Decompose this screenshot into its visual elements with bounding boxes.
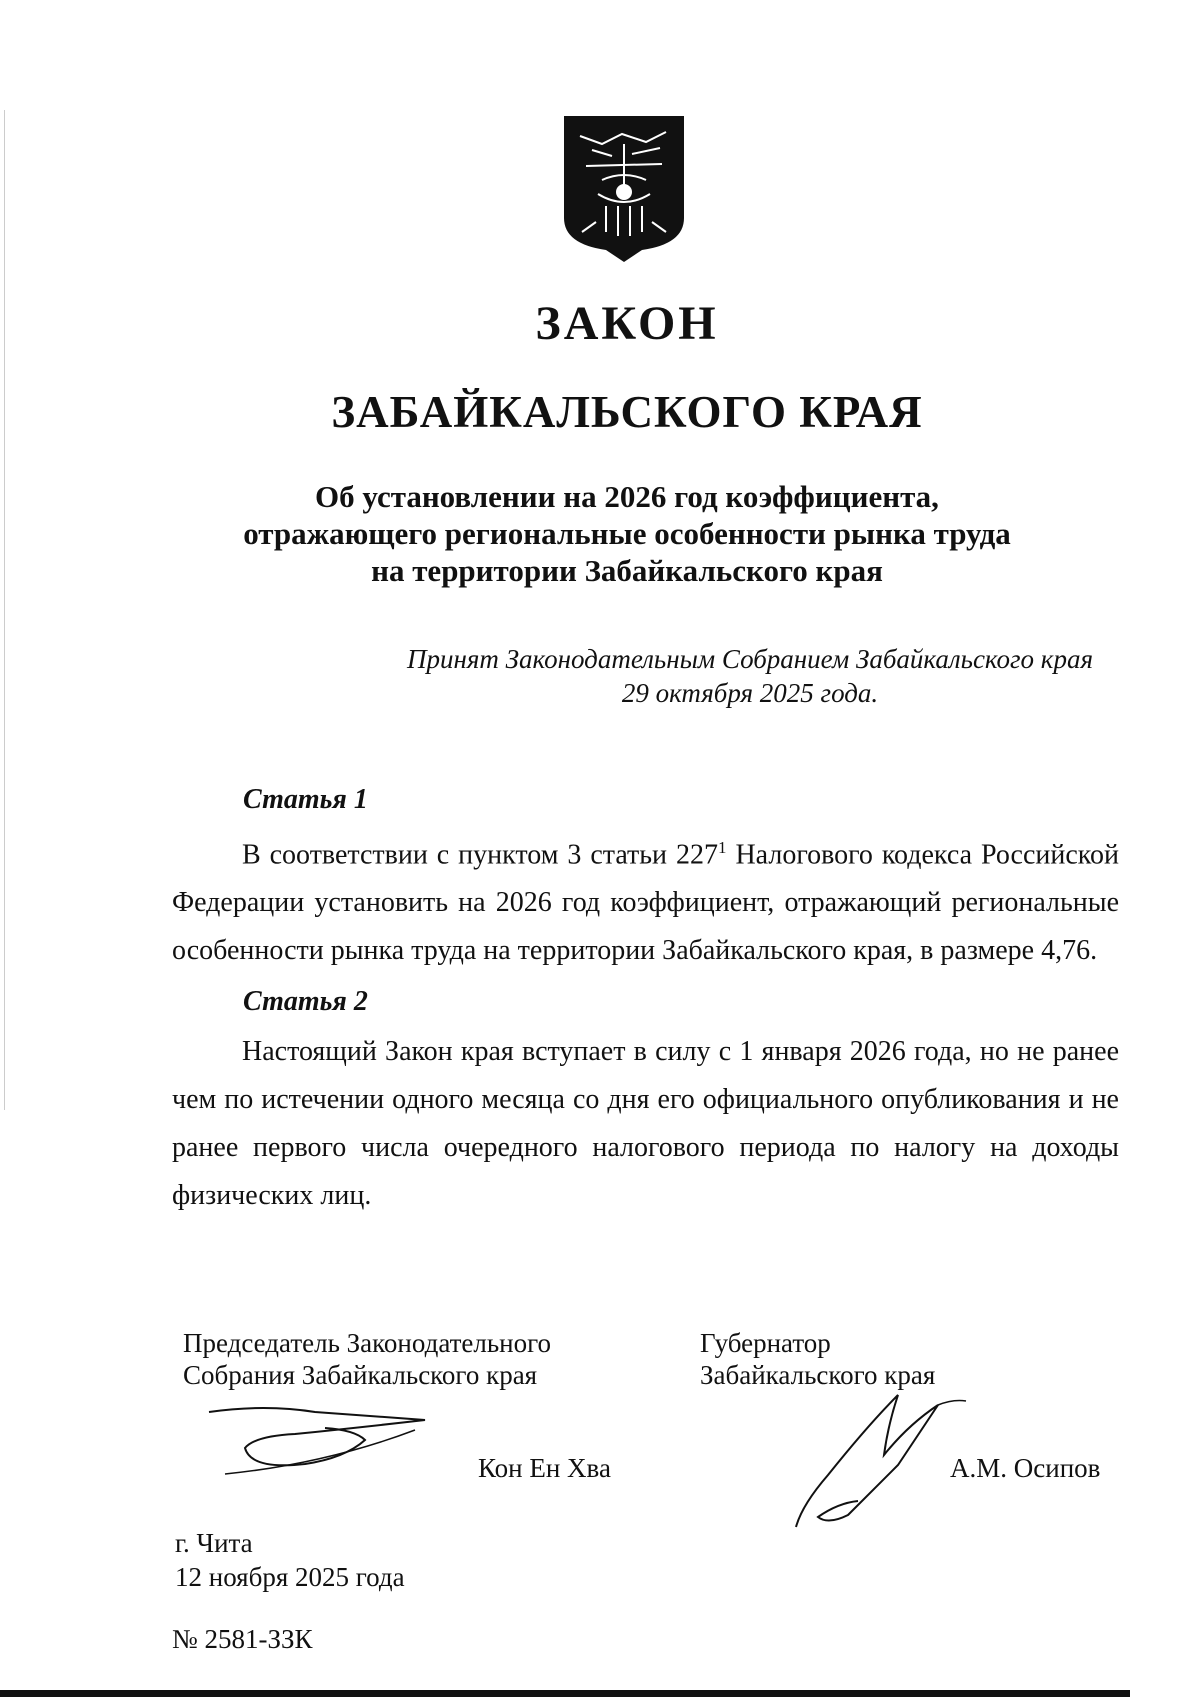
superscript: 1: [718, 838, 727, 857]
subject-line: на территории Забайкальского края: [371, 553, 883, 588]
article-1-text: В соответствии с пунктом 3 статьи $227^1$ Налогового кодекса Российской Федерации установить на 2026 год коэффициент, отражающий региональные особенности рынка труда на территории Забайкальского края, в размере 4,76.: [172, 838, 1119, 967]
law-title: ЗАКОН: [535, 297, 719, 350]
adoption-date: 29 октября 2025 года.: [621, 678, 879, 708]
adoption-note: [0, 642, 1200, 710]
adoption-line: Принят Законодательным Собранием Забайкальского края: [406, 644, 1093, 674]
article-2-heading: Статья 2: [243, 986, 368, 1017]
scan-bottom-edge: [0, 1690, 1130, 1697]
article-2-text: Настоящий Закон края вступает в силу с 1 января 2026 года, но не ранее чем по истечении одного месяца со дня его официального опубликования и не ранее первого числа очередного налогового периода по налогу на доходы физических лиц.: [172, 1036, 1119, 1211]
city: г. Чита: [175, 1528, 253, 1558]
scan-edge-line: [4, 110, 5, 1110]
coat-of-arms-icon: [562, 114, 686, 262]
subject-line: Об установлении на 2026 год коэффициента,: [315, 479, 939, 514]
governor-title: Губернатор Забайкальского края: [700, 1328, 936, 1390]
chairman-signature: [205, 1400, 435, 1480]
signing-date: 12 ноября 2025 года: [175, 1562, 405, 1592]
region-title: ЗАБАЙКАЛЬСКОГО КРАЯ: [331, 387, 923, 437]
chairman-name: Кон Ен Хва: [478, 1453, 611, 1483]
article-1-heading: Статья 1: [243, 784, 368, 815]
chairman-title: Председатель Законодательного Собрания Забайкальского края: [183, 1328, 552, 1390]
governor-name: А.М. Осипов: [950, 1453, 1101, 1483]
law-subject: [0, 478, 1200, 589]
place-and-date: [175, 1526, 405, 1594]
subject-line: отражающего региональные особенности рынка труда: [243, 516, 1011, 551]
law-number: № 2581-ЗЗК: [172, 1624, 313, 1654]
